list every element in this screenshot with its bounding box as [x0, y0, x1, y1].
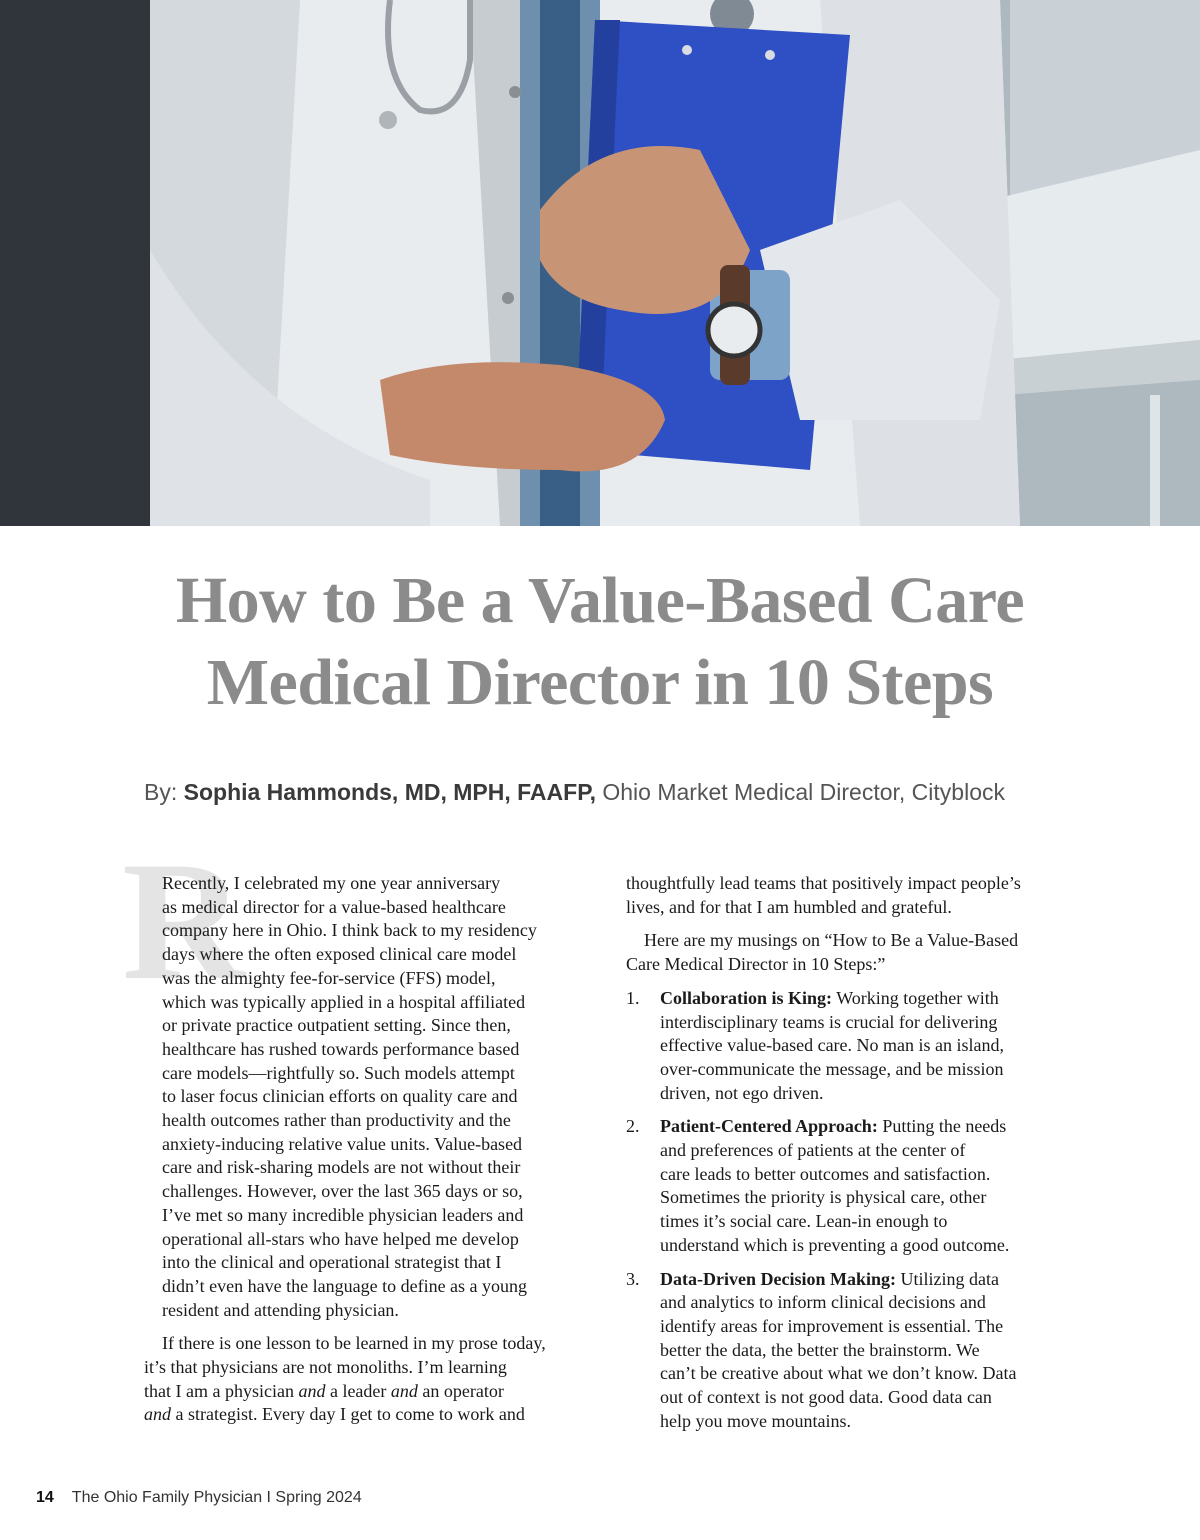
- lesson-paragraph: [144, 1332, 604, 1427]
- step-heading: Data-Driven Decision Making:: [660, 1268, 896, 1289]
- text-line: times it’s social care. Lean-in enough to: [660, 1211, 948, 1232]
- text-line: [660, 987, 1076, 1011]
- text-line: or private practice outpatient setting. Since then,: [162, 1015, 511, 1036]
- text-line: challenges. However, over the last 365 days or so,: [162, 1181, 523, 1202]
- steps-list: [626, 987, 1076, 1434]
- text-line: care and risk-sharing models are not without their: [162, 1157, 521, 1178]
- italic-and: and: [144, 1404, 171, 1425]
- text-line: into the clinical and operational strategist that I: [162, 1252, 502, 1273]
- text-line: over-communicate the message, and be mission: [660, 1058, 1004, 1079]
- musings-paragraph: [626, 929, 1076, 976]
- text-line: health outcomes rather than productivity and the: [162, 1110, 511, 1131]
- doctor-holding-clipboard-photo-icon: [0, 0, 1200, 526]
- article-title: [60, 560, 1140, 724]
- text-segment: Putting the needs: [877, 1116, 1007, 1137]
- right-column: [626, 872, 1076, 1443]
- italic-and: and: [298, 1380, 326, 1401]
- text-line: better the data, the better the brainstorm. We: [660, 1339, 980, 1360]
- text-segment: Working together with: [832, 987, 999, 1008]
- text-line: Care Medical Director in 10 Steps:”: [626, 954, 886, 975]
- step-number: 2.: [626, 1116, 640, 1137]
- intro-paragraph: [144, 872, 604, 1322]
- text-segment: an operator: [417, 1380, 504, 1401]
- text-line: Recently, I celebrated my one year anniversary: [162, 873, 501, 893]
- text-line: If there is one lesson to be learned in my prose today,: [162, 1333, 546, 1354]
- author-name: Sophia Hammonds, MD, MPH, FAAFP,: [183, 779, 596, 805]
- continuation-paragraph: [626, 872, 1076, 919]
- text-line: operational all-stars who have helped me develop: [162, 1228, 519, 1249]
- text-line: identify areas for improvement is essential. The: [660, 1315, 1004, 1336]
- page-number: 14: [36, 1489, 54, 1506]
- list-item: [626, 987, 1076, 1106]
- text-line: thoughtfully lead teams that positively impact people’s: [626, 873, 1021, 893]
- text-segment: Utilizing data: [895, 1268, 999, 1289]
- text-line: Here are my musings on “How to Be a Value-Based: [644, 930, 1019, 951]
- author-role: Ohio Market Medical Director, Cityblock: [602, 779, 1005, 805]
- text-line: [144, 1403, 604, 1427]
- text-line: it’s that physicians are not monoliths. I’m learning: [144, 1357, 507, 1378]
- hero-photo: [0, 0, 1200, 526]
- article-title-line-1: How to Be a Value-Based Care: [175, 564, 1025, 637]
- drop-cap: R: [122, 827, 245, 1015]
- text-line: [660, 1115, 1076, 1139]
- text-line: lives, and for that I am humbled and grateful.: [626, 896, 952, 917]
- left-column: [144, 872, 604, 1437]
- text-segment: a strategist. Every day I get to come to work and: [171, 1404, 525, 1425]
- byline-prefix: By:: [144, 779, 178, 805]
- text-line: days where the often exposed clinical care model: [162, 944, 517, 965]
- text-line: as medical director for a value-based healthcare: [162, 896, 506, 917]
- text-line: effective value-based care. No man is an island,: [660, 1035, 1005, 1056]
- text-line: I’ve met so many incredible physician leaders and: [162, 1204, 524, 1225]
- text-line: care models—rightfully so. Such models attempt: [162, 1062, 515, 1083]
- italic-and: and: [390, 1380, 418, 1401]
- text-segment: a leader: [325, 1380, 391, 1401]
- text-line: company here in Ohio. I think back to my residency: [162, 920, 537, 941]
- text-line: driven, not ego driven.: [660, 1082, 824, 1103]
- text-line: didn’t even have the language to define as a young: [162, 1275, 528, 1296]
- list-item: [626, 1115, 1076, 1257]
- step-number: 1.: [626, 987, 640, 1008]
- byline: [144, 776, 1144, 808]
- text-line: Sometimes the priority is physical care, other: [660, 1187, 987, 1208]
- article-title-line-2: Medical Director in 10 Steps: [206, 646, 994, 719]
- text-line: out of context is not good data. Good data can: [660, 1387, 992, 1408]
- step-heading: Patient-Centered Approach:: [660, 1116, 878, 1137]
- text-line: care leads to better outcomes and satisfaction.: [660, 1163, 991, 1184]
- text-line: help you move mountains.: [660, 1410, 851, 1431]
- publication-name: The Ohio Family Physician I Spring 2024: [71, 1489, 362, 1506]
- step-number: 3.: [626, 1268, 640, 1289]
- text-line: which was typically applied in a hospital affiliated: [162, 991, 526, 1012]
- text-line: understand which is preventing a good outcome.: [660, 1234, 1010, 1255]
- text-line: can’t be creative about what we don’t know. Data: [660, 1363, 1017, 1384]
- text-line: and preferences of patients at the center of: [660, 1140, 966, 1161]
- text-line: and analytics to inform clinical decisions and: [660, 1292, 986, 1313]
- list-item: [626, 1268, 1076, 1434]
- text-segment: that I am a physician: [144, 1380, 299, 1401]
- text-line: was the almighty fee-for-service (FFS) model,: [162, 967, 496, 988]
- text-line: interdisciplinary teams is crucial for delivering: [660, 1011, 998, 1032]
- text-line: [144, 1380, 604, 1404]
- text-line: healthcare has rushed towards performance based: [162, 1038, 520, 1059]
- step-heading: Collaboration is King:: [660, 987, 833, 1008]
- text-line: to laser focus clinician efforts on quality care and: [162, 1086, 518, 1107]
- page-footer: [36, 1488, 362, 1508]
- text-line: anxiety-inducing relative value units. Value-based: [162, 1133, 523, 1154]
- text-line: resident and attending physician.: [162, 1299, 399, 1320]
- text-line: [660, 1268, 1076, 1292]
